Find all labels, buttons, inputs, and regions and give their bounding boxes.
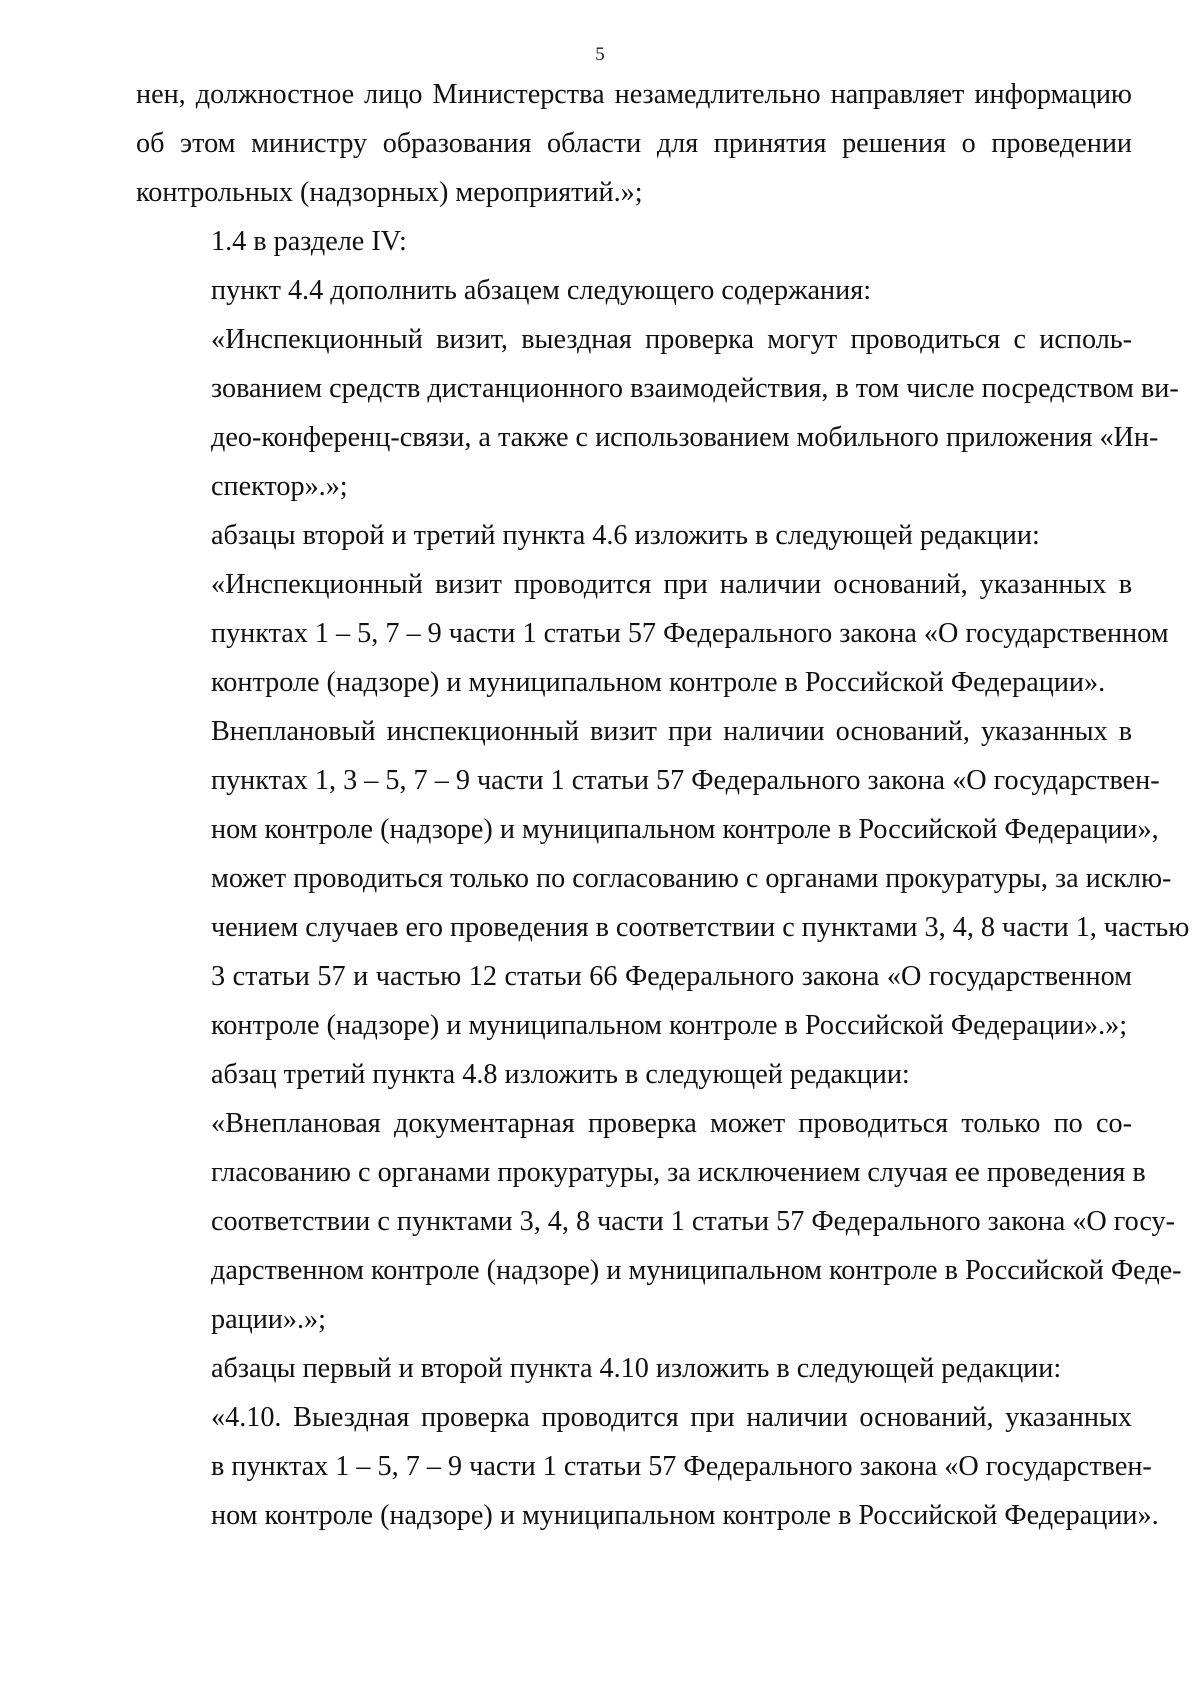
text-line: спектор».»; — [211, 471, 348, 502]
paragraph — [136, 266, 1132, 315]
text-line: об этом министру образования области для принятия решения о проведении — [136, 128, 1132, 159]
paragraph — [136, 217, 1132, 266]
document-body — [136, 70, 1190, 1540]
text-line: пунктах 1 – 5, 7 – 9 части 1 статьи 57 Федерального закона «О государственном — [211, 618, 1169, 649]
text-line: абзацы первый и второй пункта 4.10 изложить в следующей редакции: — [211, 1353, 1062, 1384]
text-line: абзац третий пункта 4.8 изложить в следующей редакции: — [211, 1059, 910, 1090]
text-line: рации».»; — [211, 1304, 326, 1335]
paragraph — [136, 707, 1190, 1050]
text-line: соответствии с пунктами 3, 4, 8 части 1 статьи 57 Федерального закона «О госу- — [211, 1206, 1176, 1237]
text-line: дарственном контроле (надзоре) и муниципальном контроле в Российской Феде- — [211, 1255, 1182, 1286]
text-line: ном контроле (надзоре) и муниципальном контроле в Российской Федерации». — [211, 1500, 1159, 1531]
text-line: может проводиться только по согласованию с органами прокуратуры, за исклю- — [211, 863, 1172, 894]
text-line: пунктах 1, 3 – 5, 7 – 9 части 1 статьи 57 Федерального закона «О государствен- — [211, 765, 1160, 796]
text-line: контроле (надзоре) и муниципальном контроле в Российской Федерации». — [211, 667, 1106, 698]
paragraph — [136, 315, 1179, 511]
text-line: «4.10. Выездная проверка проводится при наличии оснований, указанных — [211, 1402, 1132, 1433]
text-line: зованием средств дистанционного взаимодействия, в том числе посредством ви- — [211, 373, 1179, 404]
text-line: абзацы второй и третий пункта 4.6 изложить в следующей редакции: — [211, 520, 1040, 551]
text-line: в пунктах 1 – 5, 7 – 9 части 1 статьи 57 Федерального закона «О государствен- — [211, 1451, 1152, 1482]
text-line: 1.4 в разделе IV: — [211, 226, 407, 257]
text-line: гласованию с органами прокуратуры, за исключением случая ее проведения в — [211, 1157, 1146, 1188]
paragraph — [136, 1393, 1159, 1540]
text-line: «Инспекционный визит, выездная проверка могут проводиться с исполь- — [211, 324, 1132, 355]
text-line: «Внеплановая документарная проверка может проводиться только по со- — [211, 1108, 1132, 1139]
text-line: «Инспекционный визит проводится при наличии оснований, указанных в — [211, 569, 1132, 600]
text-line: део-конференц-связи, а также с использованием мобильного приложения «Ин- — [211, 422, 1159, 453]
text-line: нен, должностное лицо Министерства незамедлительно направляет информацию — [136, 79, 1132, 110]
paragraph — [136, 70, 1132, 217]
text-line: Внеплановый инспекционный визит при наличии оснований, указанных в — [211, 716, 1132, 747]
paragraph — [136, 1099, 1182, 1344]
text-line: чением случаев его проведения в соответствии с пунктами 3, 4, 8 части 1, частью — [211, 912, 1190, 943]
paragraph — [136, 511, 1132, 560]
paragraph — [136, 1344, 1132, 1393]
text-line: 3 статьи 57 и частью 12 статьи 66 Федерального закона «О государственном — [211, 961, 1132, 992]
text-line: контрольных (надзорных) мероприятий.»; — [136, 177, 643, 208]
page-number: 5 — [595, 44, 605, 65]
paragraph — [136, 1050, 1132, 1099]
text-line: контроле (надзоре) и муниципальном контроле в Российской Федерации».»; — [211, 1010, 1128, 1041]
paragraph — [136, 560, 1169, 707]
text-line: пункт 4.4 дополнить абзацем следующего содержания: — [211, 275, 872, 306]
text-line: ном контроле (надзоре) и муниципальном контроле в Российской Федерации», — [211, 814, 1159, 845]
